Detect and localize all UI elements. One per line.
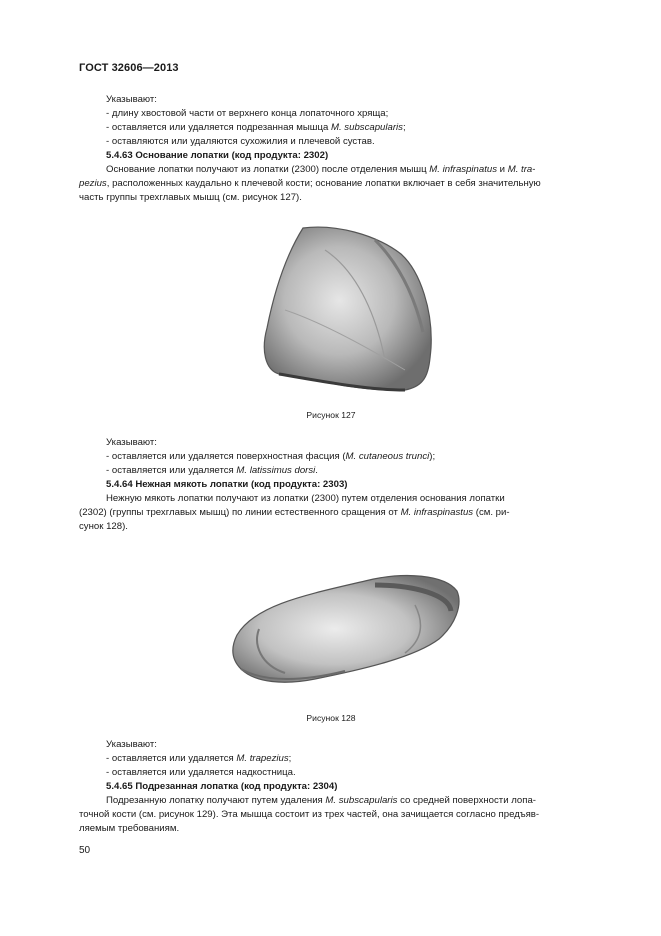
paragraph-line: часть группы трехглавых мышц (см. рисунок 127). xyxy=(79,192,302,203)
meat-cut-image xyxy=(225,565,465,690)
paragraph-line: Подрезанную лопатку получают путем удаления M. subscapularis со средней поверхности лопа- xyxy=(106,795,536,806)
list-item: - оставляется или удаляется подрезанная мышца M. subscapularis; xyxy=(106,122,406,133)
section-heading: 5.4.63 Основание лопатки (код продукта: 2302) xyxy=(106,150,329,161)
section-5-4-63 xyxy=(79,93,583,205)
page-header-title: ГОСТ 32606—2013 xyxy=(79,62,179,74)
list-item: - оставляется или удаляется M. latissimus dorsi. xyxy=(106,465,318,476)
list-intro: Указывают: xyxy=(106,739,157,750)
list-item: - оставляется или удаляется надкостница. xyxy=(106,767,296,778)
figure-127-image xyxy=(255,220,440,395)
paragraph-line: Основание лопатки получают из лопатки (2300) после отделения мышц M. infraspinatus и M. tra- xyxy=(106,164,536,175)
list-item: - длину хвостовой части от верхнего конца лопаточного хряща; xyxy=(106,108,389,119)
page-number: 50 xyxy=(79,845,91,856)
figure-128-image xyxy=(225,565,465,690)
section-5-4-65 xyxy=(79,738,583,836)
list-intro: Указывают: xyxy=(106,94,157,105)
figure-127-caption: Рисунок 127 xyxy=(306,410,356,420)
paragraph-line: сунок 128). xyxy=(79,521,128,532)
paragraph-line: точной кости (см. рисунок 129). Эта мышца состоит из трех частей, она зачищается согласно предъяв- xyxy=(79,809,540,820)
paragraph-line: pezius, расположенных каудально к плечевой кости; основание лопатки включает в себя значительную xyxy=(79,178,541,189)
section-heading: 5.4.65 Подрезанная лопатка (код продукта: 2304) xyxy=(106,781,338,792)
list-item: - оставляется или удаляется M. trapezius; xyxy=(106,753,292,764)
section-heading: 5.4.64 Нежная мякоть лопатки (код продукта: 2303) xyxy=(106,479,348,490)
list-intro: Указывают: xyxy=(106,437,157,448)
list-item: - оставляются или удаляются сухожилия и плечевой сустав. xyxy=(106,136,375,147)
paragraph-line: ляемым требованиям. xyxy=(79,823,180,834)
list-item: - оставляется или удаляется поверхностная фасция (M. cutaneous trunci); xyxy=(106,451,436,462)
paragraph-line: Нежную мякоть лопатки получают из лопатки (2300) путем отделения основания лопатки xyxy=(106,493,505,504)
section-5-4-64 xyxy=(79,436,583,534)
figure-128-caption: Рисунок 128 xyxy=(306,713,356,723)
meat-cut-image xyxy=(255,220,440,395)
paragraph-line: (2302) (группы трехглавых мышц) по линии естественного сращения от M. infraspinastus (см. ри- xyxy=(79,507,510,518)
